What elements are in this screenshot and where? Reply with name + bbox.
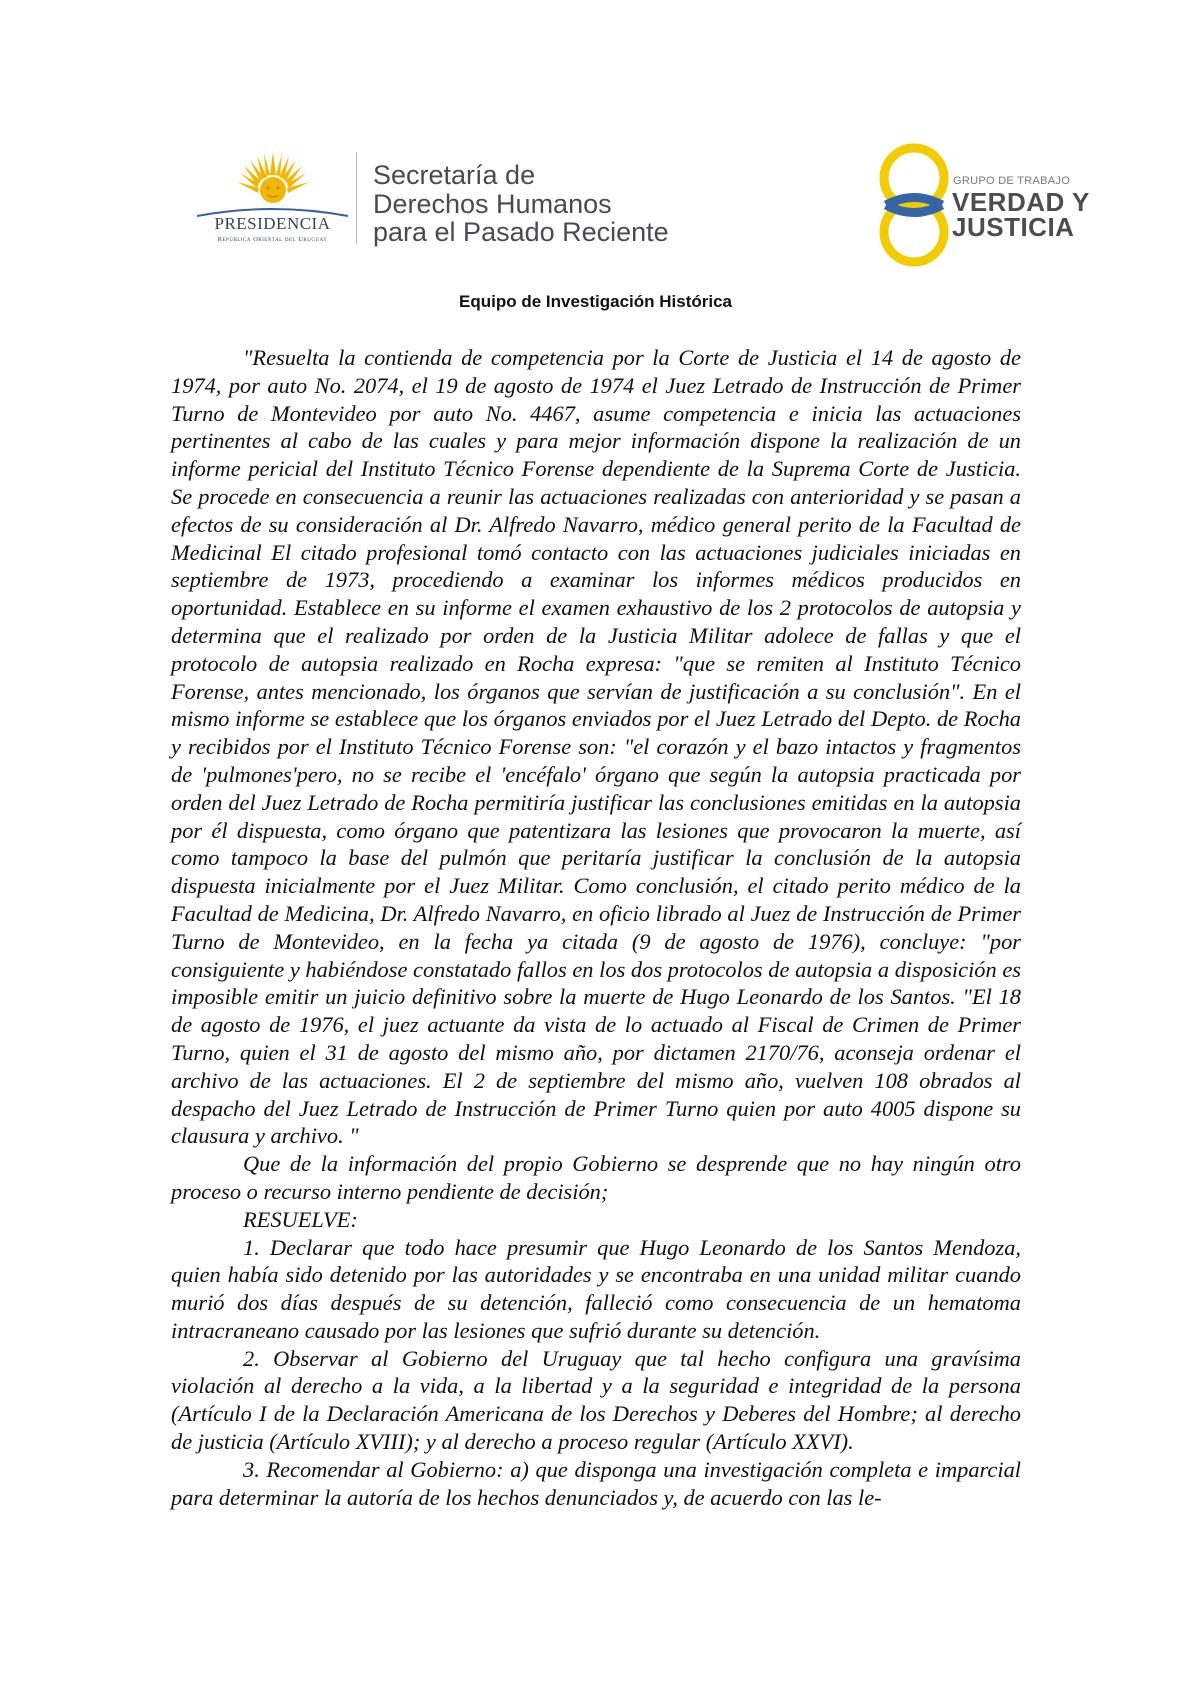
verdad-justicia-logo (878, 142, 1098, 267)
secretaria-line-3: para el Pasado Reciente (373, 217, 669, 247)
header-divider (356, 152, 357, 244)
body-paragraph-quote: "Resuelta la contienda de competencia por la Corte de Justicia el 14 de agosto de 1974, por auto No. 2074, el 19 de agosto de 1974 el Juez Letrado de Instrucción de Primer Turno de Montevideo por auto No. 4467, asume competencia e inicia las actuaciones pertinentes al cabo de las cuales y para mejor información dispone la realización de un informe pericial del Instituto Técnico Forense dependiente de la Suprema Corte de Justicia. Se procede en consecuencia a reunir las actuaciones realizadas con anterioridad y se pasan a efectos de su consideración al Dr. Alfredo Navarro, médico general perito de la Facultad de Medicinal El citado profesional tomó contacto con las actuaciones judiciales iniciadas en septiembre de 1973, procediendo a examinar los informes médicos producidos en oportunidad. Establece en su informe el examen exhaustivo de los 2 protocolos de autopsia y determina que el realizado por orden de la Justicia Militar adolece de fallas y que el protocolo de autopsia realizado en Rocha expresa: "que se remiten al Instituto Técnico Forense, antes mencionado, los órganos que servían de justificación a su conclusión". En el mismo informe se establece que los órganos enviados por el Juez Letrado del Depto. de Rocha y recibidos por el Instituto Técnico Forense son: "el corazón y el bazo intactos y fragmentos de 'pulmones'pero, no se recibe el 'encéfalo' órgano que según la autopsia practicada por orden del Juez Letrado de Rocha permitiría justificar las conclusiones emitidas en la autopsia por él dispuesta, como órgano que patentizara las lesiones que provocaron la muerte, así como tampoco la base del pulmón que peritaría justificar la conclusión de la autopsia dispuesta inicialmente por el Juez Militar. Como conclusión, el citado perito médico de la Facultad de Medicina, Dr. Alfredo Navarro, en oficio librado al Juez de Instrucción de Primer Turno de Montevideo, en la fecha ya citada (9 de agosto de 1976), concluye: "por consiguiente y habiéndose constatado fallos en los dos protocolos de autopsia a disposición es imposible emitir un juicio definitivo sobre la muerte de Hugo Leonardo de los Santos. "El 18 de agosto de 1976, el juez actuante da vista de lo actuado al Fiscal de Crimen de Primer Turno, quien el 31 de agosto del mismo año, por dictamen 2170/76, aconseja ordenar el archivo de las actuaciones. El 2 de septiembre del mismo año, vuelven 108 obrados al despacho del Juez Letrado de Instrucción de Primer Turno quien por auto 4005 dispone su clausura y archivo. " (171, 345, 1021, 1149)
body-paragraph-item-1: 1. Declarar que todo hace presumir que Hugo Leonardo de los Santos Mendoza, quien había sido detenido por las autoridades y se encontraba en una unidad militar cuando murió dos días después de su detención, falleció como consecuencia de un hematoma intracraneano causado por las lesiones que sufrió durante su detención. (171, 1234, 1021, 1343)
secretaria-line-2: Derechos Humanos (373, 189, 612, 219)
page-header (0, 0, 1191, 290)
team-title: Equipo de Investigación Histórica (459, 292, 732, 311)
presidencia-subtitle: República Oriental del Uruguay (217, 236, 328, 243)
secretaria-line-1: Secretaría de (373, 160, 536, 190)
interlocked-rings-icon (878, 142, 950, 267)
body-paragraph-item-2: 2. Observar al Gobierno del Uruguay que tal hecho configura una gravísima violación al derecho a la vida, a la libertad y a la seguridad e integridad de la persona (Artículo I de la Declaración Americana de los Derechos y Deberes del Hombre; al derecho de justicia (Artículo XVIII); y al derecho a proceso regular (Artículo XXVI). (171, 1345, 1021, 1455)
presidencia-logo (195, 150, 350, 250)
verdad-justicia-line-2: JUSTICIA (952, 212, 1075, 242)
verdad-justicia-small: GRUPO DE TRABAJO (953, 175, 1071, 187)
body-paragraph-resuelve: RESUELVE: (243, 1206, 358, 1232)
presidencia-name: PRESIDENCIA (214, 214, 331, 233)
body-paragraph-item-3: 3. Recomendar al Gobierno: a) que disponga una investigación completa e imparcial para determinar la autoría de los hechos denunciados y, de acuerdo con las le- (171, 1456, 1021, 1510)
secretaria-logo-text (373, 160, 669, 246)
document-body (171, 344, 1021, 1511)
verdad-justicia-line-1: VERDAD Y (952, 187, 1090, 217)
sun-icon (237, 150, 309, 212)
body-paragraph-information: Que de la información del propio Gobierno se desprende que no hay ningún otro proceso o recurso interno pendiente de decisión; (171, 1151, 1021, 1204)
